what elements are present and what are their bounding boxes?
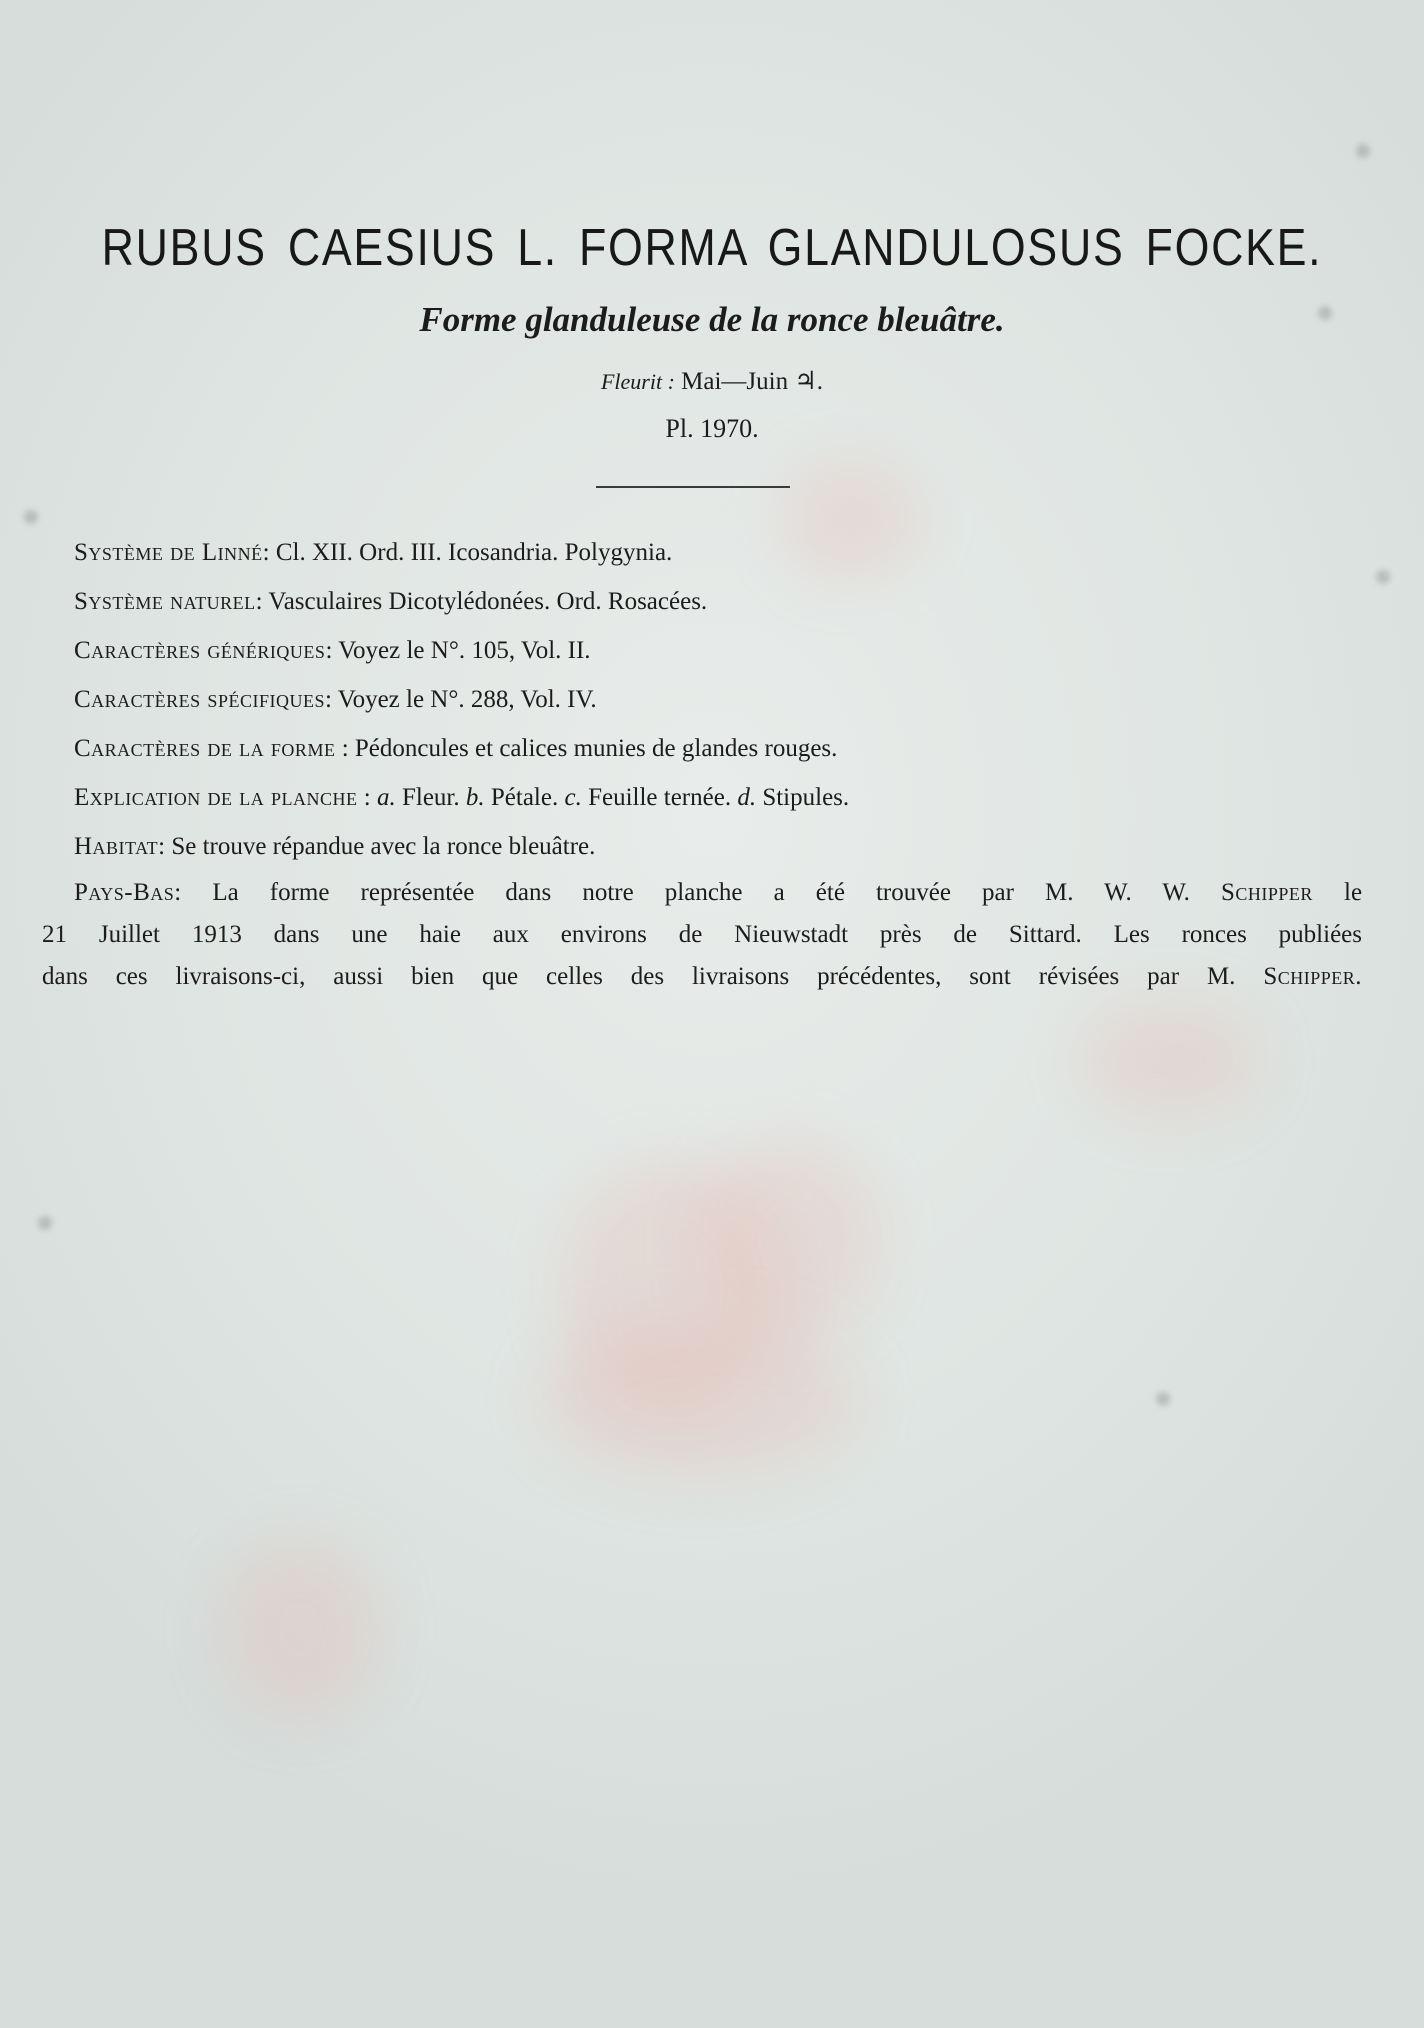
entry-label: Système naturel <box>74 588 256 615</box>
entry-label: Explication de la planche <box>74 784 358 811</box>
plate-number: Pl. 1970. <box>665 414 759 443</box>
bleed-through-stain <box>220 1540 380 1720</box>
entry-text: Voyez le N°. 105, Vol. II. <box>338 637 591 664</box>
entry-text: Se trouve répandue avec la ronce bleuâtre. <box>171 833 596 860</box>
pays-bas-line-1 <box>42 872 1362 914</box>
bleed-through-stain <box>1080 1000 1260 1120</box>
page-subtitle: Forme glanduleuse de la ronce bleuâtre. <box>419 300 1005 339</box>
entry-label: Pays-Bas <box>74 879 175 906</box>
plate-key-a-text: Fleur. <box>401 784 460 811</box>
entry-explication <box>42 773 1362 822</box>
pays-bas-text: dans ces livraisons-ci, aussi bien que celles des livraisons précédentes, sont révisées par M. <box>42 963 1236 990</box>
paper-speck <box>24 510 38 524</box>
plate-key-d: d. <box>737 784 757 811</box>
pays-bas-text: le <box>1344 879 1363 906</box>
flowering-period <box>0 366 1424 396</box>
reviser-name: Schipper. <box>1263 963 1363 990</box>
plate-key-b: b. <box>465 784 485 811</box>
plate-key-d-text: Stipules. <box>762 784 850 811</box>
entry-separator: : <box>174 879 182 906</box>
pays-bas-text: La forme représentée dans notre planche a été trouvée par M. W. W. <box>212 879 1190 906</box>
entry-naturel <box>42 577 1362 626</box>
plate-key-b-text: Pétale. <box>490 784 559 811</box>
entry-separator: : <box>325 637 333 664</box>
bleed-through-stain <box>540 1320 860 1480</box>
plate-key-c-text: Feuille ternée. <box>588 784 732 811</box>
plate-key-c: c. <box>564 784 582 811</box>
entry-habitat <box>42 822 1362 871</box>
entry-generiques <box>42 626 1362 675</box>
divider <box>596 486 790 488</box>
paper-speck <box>1376 570 1390 584</box>
entry-separator: : <box>324 686 332 713</box>
description-entries <box>42 528 1362 871</box>
entry-text: Cl. XII. Ord. III. Icosandria. Polygynia. <box>275 539 673 566</box>
entry-label: Système de Linné <box>74 539 263 566</box>
entry-forme <box>42 724 1362 773</box>
entry-separator: : <box>262 539 270 566</box>
entry-label: Caractères spécifiques <box>74 686 325 713</box>
entry-text: Pédoncules et calices munies de glandes rouges. <box>354 735 838 762</box>
entry-separator: : <box>158 833 166 860</box>
page-title: RUBUS CAESIUS L. FORMA GLANDULOSUS FOCKE. <box>101 219 1323 277</box>
plate-key-a: a. <box>376 784 396 811</box>
entry-specifiques <box>42 675 1362 724</box>
flowering-label: Fleurit : <box>600 369 675 394</box>
flowering-value: Mai—Juin ♃. <box>681 368 824 395</box>
entry-text: Voyez le N°. 288, Vol. IV. <box>337 686 597 713</box>
paper-speck <box>1356 144 1370 158</box>
entry-linne <box>42 528 1362 577</box>
entry-text: Vasculaires Dicotylédonées. Ord. Rosacées. <box>268 588 708 615</box>
pays-bas-line-2: 21 Juillet 1913 dans une haie aux environs de Nieuwstadt près de Sittard. Les ronces publiées <box>42 921 1362 948</box>
entry-separator: : <box>357 784 371 811</box>
entry-separator: : <box>335 735 349 762</box>
collector-name: Schipper <box>1220 879 1313 906</box>
entry-pays-bas <box>42 872 1362 998</box>
entry-separator: : <box>255 588 263 615</box>
paper-speck <box>1156 1392 1170 1406</box>
entry-label: Caractères génériques <box>74 637 326 664</box>
entry-label: Caractères de la forme <box>74 735 336 762</box>
bleed-through-stain <box>700 1140 880 1340</box>
paper-speck <box>38 1216 52 1230</box>
entry-label: Habitat <box>74 833 159 860</box>
pays-bas-line-3 <box>42 956 1362 998</box>
